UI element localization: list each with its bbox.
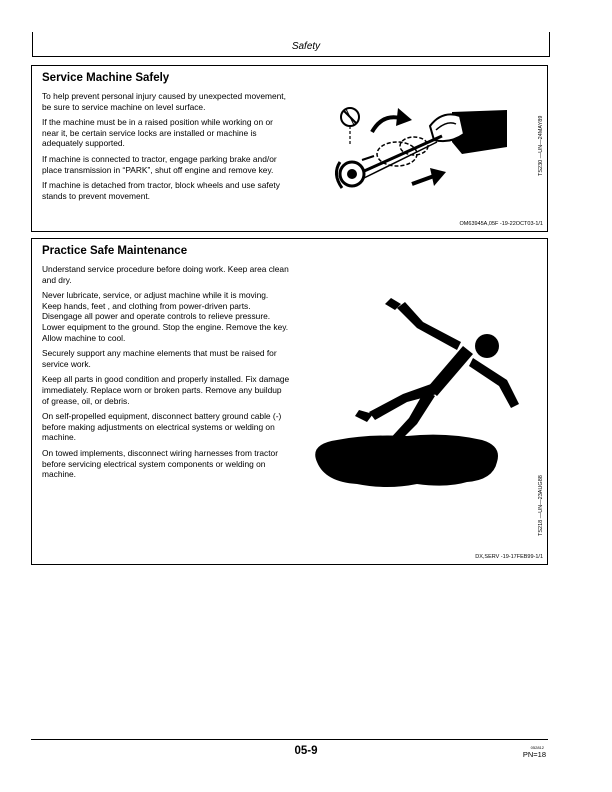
paragraph: On self-propelled equipment, disconnect battery ground cable (-) before making adjustments on electrical systems or welding on machine. (42, 411, 282, 443)
paragraph: Securely support any machine elements that must be raised for service work. (42, 348, 277, 369)
section-service-machine-safely (31, 65, 548, 232)
section-body (42, 91, 290, 206)
paragraph: If machine is detached from tractor, block wheels and use safety stands to prevent movement. (42, 180, 280, 201)
paragraph: If the machine must be in a raised position while working on or near it, be certain service locks are installed or machine is adequately supported. (42, 117, 273, 149)
section-title: Service Machine Safely (42, 72, 170, 84)
paragraph: Keep all parts in good condition and properly installed. Fix damage immediately. Replace worn or broken parts. Remove any buildup of grease, oil, or debris. (42, 374, 290, 406)
person-slipping-on-spill-illustration (297, 284, 537, 504)
service-lock-latch-illustration (302, 92, 512, 204)
paragraph: Understand service procedure before doing work. Keep area clean and dry. (42, 264, 289, 285)
paragraph: If machine is connected to tractor, engage parking brake and/or place transmission in “PARK”, shut off engine and remove key. (42, 153, 277, 175)
paragraph: Never lubricate, service, or adjust machine while it is moving. Keep hands, feet , and clothing from power-driven parts. Disengage all power and operate controls to relieve pressure. Lower equipment to the ground. Stop the engine. Remove the key. Allow machine to cool. (42, 290, 289, 343)
figure-code: TS218 —UN—23AUG88 (538, 475, 544, 536)
page-header-title: Safety (291, 41, 321, 52)
figure-code: TS230 —UN—24MAY89 (538, 115, 544, 176)
pn-number: PN=18 (522, 750, 546, 759)
paragraph: To help prevent personal injury caused by unexpected movement, be sure to service machine on level surface. (42, 91, 286, 112)
paragraph: On towed implements, disconnect wiring harnesses from tractor before servicing electrical system components or welding on machine. (42, 447, 278, 480)
reference-code: OM63945A,05F -19-22OCT03-1/1 (459, 221, 543, 227)
page-number: 05-9 (294, 745, 318, 757)
section-title: Practice Safe Maintenance (42, 245, 188, 257)
section-practice-safe-maintenance (31, 238, 548, 565)
reference-code: DX,SERV -19-17FEB99-1/1 (475, 554, 543, 560)
section-body (42, 264, 290, 485)
footer-divider (31, 739, 548, 740)
footer-small-code: 052812 (530, 745, 544, 750)
